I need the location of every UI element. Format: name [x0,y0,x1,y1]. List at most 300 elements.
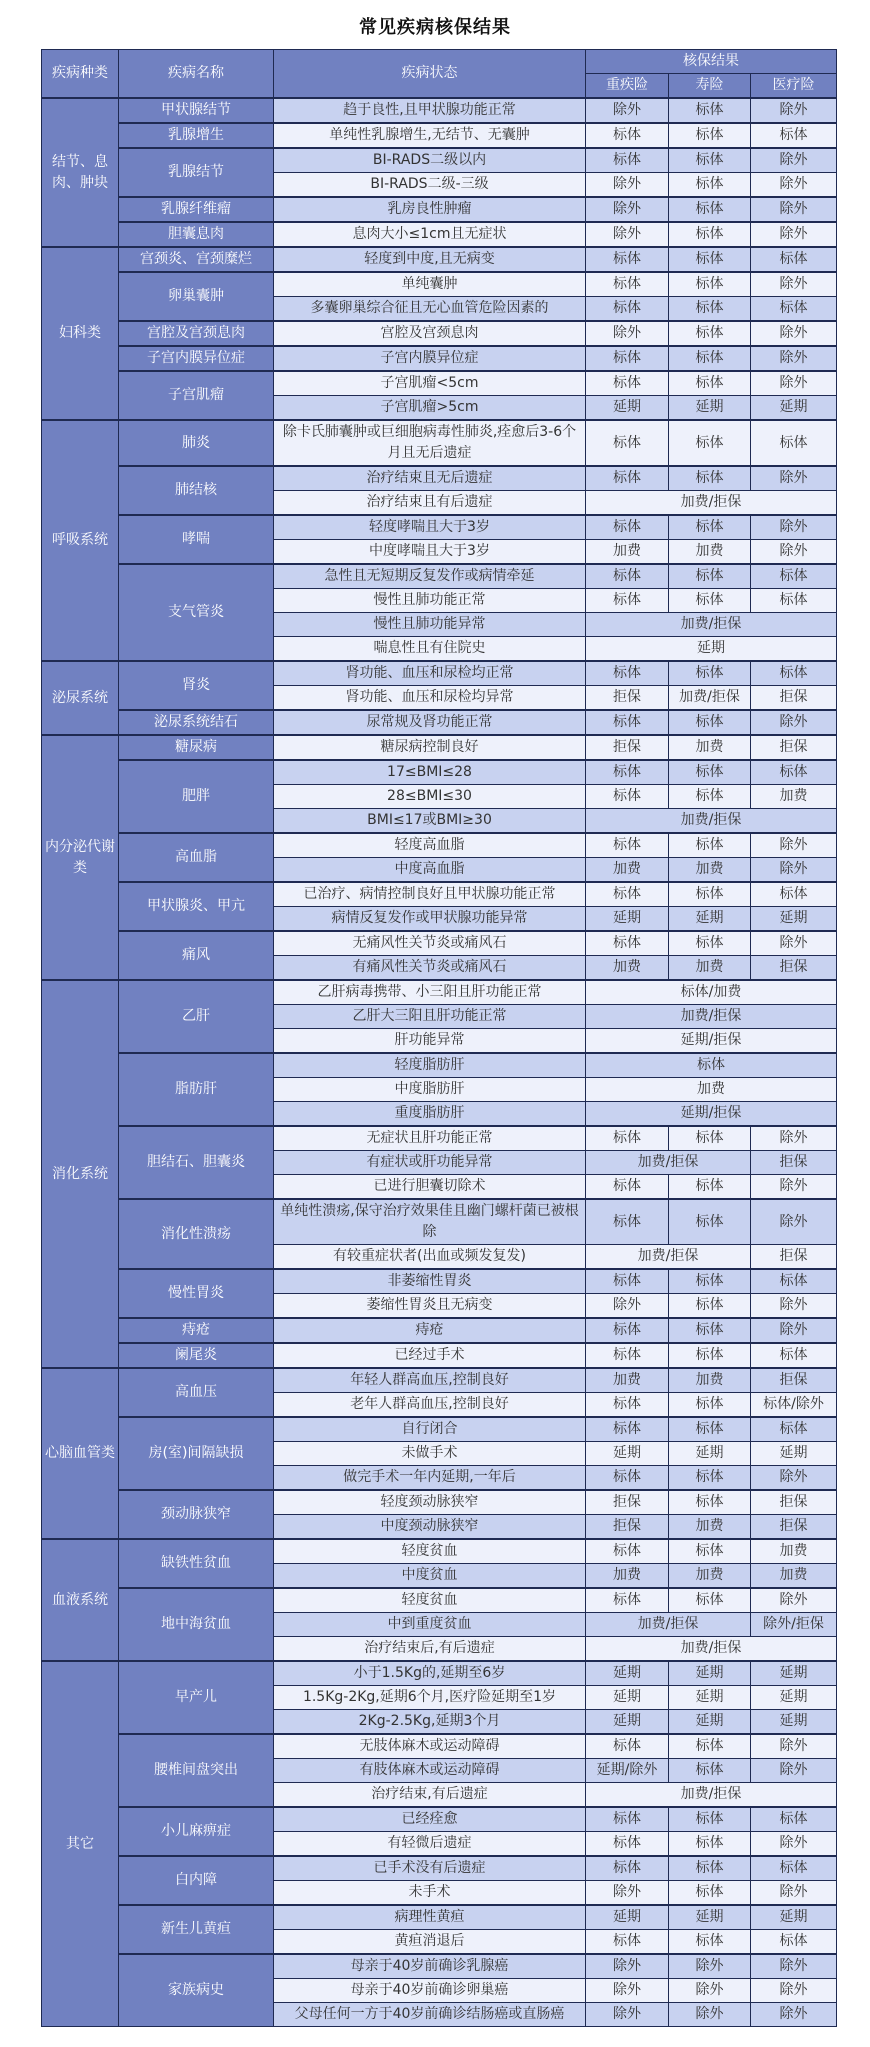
result-cell: 标体 [669,1588,751,1613]
result-cell: 标体 [669,1881,751,1906]
result-cell: 标体 [586,148,669,173]
status-cell: 子宫内膜异位症 [274,346,586,371]
table-row [42,931,837,956]
status-cell: 中到重度贫血 [274,1613,586,1637]
status-cell: 肾功能、血压和尿检均正常 [274,661,586,686]
result-cell: 标体 [586,466,669,491]
result-cell: 标体 [586,710,669,735]
status-cell: 子宫肌瘤<5cm [274,371,586,396]
table-row [42,1490,837,1515]
result-cell: 除外 [751,98,837,123]
disease-name-cell: 肥胖 [119,760,274,833]
status-cell: 老年人群高血压,控制良好 [274,1393,586,1418]
header-disease: 疾病名称 [119,50,274,99]
status-cell: 息肉大小≤1cm且无症状 [274,222,586,247]
result-cell: 标体 [669,1175,751,1200]
result-cell: 加费 [669,540,751,565]
status-cell: 急性且无短期反复发作或病情牵延 [274,564,586,589]
table-row [42,980,837,1005]
table-row [42,321,837,346]
status-cell: 无症状且肝功能正常 [274,1126,586,1151]
result-cell: 加费 [669,735,751,760]
result-cell: 标体 [669,148,751,173]
result-cell: 延期 [751,1710,837,1735]
result-cell: 标体 [669,371,751,396]
status-cell: 无痛风性关节炎或痛风石 [274,931,586,956]
result-cell: 延期 [751,907,837,932]
result-cell: 除外 [751,466,837,491]
status-cell: 中度贫血 [274,1564,586,1589]
disease-name-cell: 子宫肌瘤 [119,371,274,420]
result-cell: 加费 [751,785,837,809]
status-cell: 小于1.5Kg的,延期至6岁 [274,1661,586,1686]
result-cell: 除外 [751,1318,837,1343]
status-cell: 未做手术 [274,1442,586,1466]
status-cell: 慢性且肺功能异常 [274,613,586,637]
table-row [42,1199,837,1245]
result-cell: 标体 [751,1930,837,1955]
status-cell: 轻度贫血 [274,1539,586,1564]
result-cell: 标体 [586,1734,669,1759]
result-cell: 加费 [586,858,669,883]
disease-name-cell: 卵巢囊肿 [119,272,274,321]
result-cell: 标体 [751,297,837,322]
result-cell: 标体 [669,1490,751,1515]
table-row [42,661,837,686]
result-cell: 除外 [751,346,837,371]
table-row [42,148,837,173]
status-cell: BI-RADS二级以内 [274,148,586,173]
result-cell: 除外 [751,540,837,565]
status-cell: 母亲于40岁前确诊卵巢癌 [274,1979,586,2003]
result-cell: 延期 [586,1686,669,1710]
result-cell: 延期 [669,1905,751,1930]
result-cell: 标体 [751,760,837,785]
result-cell: 拒保 [751,735,837,760]
result-cell: 延期/除外 [586,1759,669,1783]
result-cell: 标体 [751,123,837,148]
result-cell: 延期 [751,1661,837,1686]
result-cell: 拒保 [586,686,669,711]
table-row [42,1661,837,1686]
disease-name-cell: 小儿麻痹症 [119,1807,274,1856]
result-cell: 标体 [669,1759,751,1783]
disease-name-cell: 慢性胃炎 [119,1269,274,1318]
category-cell: 其它 [42,1661,119,2027]
disease-name-cell: 支气管炎 [119,564,274,661]
result-cell: 标体 [586,420,669,466]
result-cell: 延期 [586,1442,669,1466]
header-life: 寿险 [669,74,751,99]
status-cell: 乙肝大三阳且肝功能正常 [274,1005,586,1029]
status-cell: 轻度颈动脉狭窄 [274,1490,586,1515]
result-cell: 拒保 [751,1368,837,1393]
result-cell: 除外 [751,1881,837,1906]
result-cell: 延期 [751,396,837,421]
table-row [42,1539,837,1564]
disease-name-cell: 泌尿系统结石 [119,710,274,735]
result-cell: 延期 [586,1710,669,1735]
result-cell: 标体 [586,1832,669,1857]
result-cell: 标体 [586,785,669,809]
result-cell: 标体 [751,589,837,613]
disease-name-cell: 乳腺结节 [119,148,274,197]
result-cell: 标体 [669,98,751,123]
status-cell: 已手术没有后遗症 [274,1856,586,1881]
status-cell: 单纯性乳腺增生,无结节、无囊肿 [274,123,586,148]
result-cell: 加费 [669,956,751,981]
disease-name-cell: 腰椎间盘突出 [119,1734,274,1807]
result-cell: 标体 [586,247,669,272]
category-cell: 妇科类 [42,247,119,420]
status-cell: 已经过手术 [274,1343,586,1368]
header-category: 疾病种类 [42,50,119,99]
result-cell: 标体 [669,1343,751,1368]
result-cell: 标体 [586,1393,669,1418]
result-cell: 除外 [751,272,837,297]
status-cell: BI-RADS二级-三级 [274,173,586,198]
result-cell: 标体 [751,882,837,907]
table-row [42,1588,837,1613]
result-cell: 标体 [586,1807,669,1832]
result-cell: 标体 [669,833,751,858]
disease-name-cell: 乳腺纤维瘤 [119,197,274,222]
result-cell: 标体 [586,1930,669,1955]
status-cell: 非萎缩性胃炎 [274,1269,586,1294]
disease-name-cell: 高血压 [119,1368,274,1417]
result-cell: 拒保 [751,1515,837,1540]
result-cell: 标体 [669,466,751,491]
result-cell: 标体 [669,297,751,322]
status-cell: 轻度到中度,且无病变 [274,247,586,272]
result-cell: 加费/拒保 [586,809,837,834]
status-cell: 治疗结束且无后遗症 [274,466,586,491]
table-row [42,420,837,466]
result-cell: 标体/除外 [751,1393,837,1418]
result-cell: 标体 [751,661,837,686]
result-cell: 标体 [586,882,669,907]
status-cell: 轻度哮喘且大于3岁 [274,515,586,540]
result-cell: 加费/拒保 [586,1005,837,1029]
status-cell: 治疗结束且有后遗症 [274,491,586,516]
result-cell: 标体 [669,760,751,785]
result-cell: 标体/加费 [586,980,837,1005]
result-cell: 加费/拒保 [669,686,751,711]
result-cell: 拒保 [751,686,837,711]
result-cell: 除外 [586,197,669,222]
result-cell: 标体 [669,1417,751,1442]
result-cell: 标体 [586,123,669,148]
status-cell: 单纯囊肿 [274,272,586,297]
status-cell: 无肢体麻木或运动障碍 [274,1734,586,1759]
result-cell: 除外 [751,173,837,198]
result-cell: 除外 [751,1199,837,1245]
result-cell: 标体 [669,1318,751,1343]
result-cell: 拒保 [586,1515,669,1540]
result-cell: 除外 [586,1979,669,2003]
result-cell: 标体 [669,272,751,297]
result-cell: 加费 [586,956,669,981]
result-cell: 标体 [669,1807,751,1832]
table-row [42,1318,837,1343]
disease-name-cell: 缺铁性贫血 [119,1539,274,1588]
result-cell: 加费/拒保 [586,1613,751,1637]
result-cell: 标体 [669,1734,751,1759]
result-cell: 标体 [669,1199,751,1245]
result-cell: 标体 [669,589,751,613]
disease-name-cell: 家族病史 [119,1954,274,2027]
result-cell: 延期 [586,1661,669,1686]
table-row [42,123,837,148]
result-cell: 标体 [586,1588,669,1613]
result-cell: 延期 [669,1442,751,1466]
result-cell: 除外 [586,321,669,346]
result-cell: 标体 [669,661,751,686]
table-body [42,98,837,2027]
status-cell: 已经痊愈 [274,1807,586,1832]
disease-name-cell: 乙肝 [119,980,274,1053]
status-cell: 2Kg-2.5Kg,延期3个月 [274,1710,586,1735]
result-cell: 标体 [669,1466,751,1491]
status-cell: 17≤BMI≤28 [274,760,586,785]
disease-name-cell: 肺结核 [119,466,274,515]
result-cell: 除外 [586,98,669,123]
table-row [42,222,837,247]
status-cell: 中度脂肪肝 [274,1078,586,1102]
result-cell: 拒保 [751,1490,837,1515]
table-row [42,1126,837,1151]
category-cell: 心脑血管类 [42,1368,119,1539]
status-cell: 治疗结束,有后遗症 [274,1783,586,1808]
header-critical-illness: 重疾险 [586,74,669,99]
result-cell: 拒保 [751,1151,837,1175]
result-cell: 标体 [751,420,837,466]
result-cell: 延期 [586,637,837,662]
result-cell: 标体 [586,1199,669,1245]
result-cell: 标体 [669,1539,751,1564]
result-cell: 标体 [751,1807,837,1832]
result-cell: 标体 [669,710,751,735]
result-cell: 标体 [586,1856,669,1881]
result-cell: 除外 [586,2003,669,2027]
disease-name-cell: 痔疮 [119,1318,274,1343]
result-cell: 延期 [751,1905,837,1930]
status-cell: 糖尿病控制良好 [274,735,586,760]
result-cell: 标体 [669,931,751,956]
result-cell: 除外 [751,1979,837,2003]
status-cell: 乳房良性肿瘤 [274,197,586,222]
status-cell: 喘息性且有住院史 [274,637,586,662]
result-cell: 除外 [669,1954,751,1979]
disease-name-cell: 胆结石、胆囊炎 [119,1126,274,1199]
disease-name-cell: 肾炎 [119,661,274,710]
status-cell: 有较重症状者(出血或频发复发) [274,1245,586,1270]
result-cell: 标体 [669,1126,751,1151]
result-cell: 延期/拒保 [586,1029,837,1054]
result-cell: 加费 [586,540,669,565]
result-cell: 除外 [751,833,837,858]
disease-name-cell: 宫腔及宫颈息肉 [119,321,274,346]
result-cell: 除外 [751,1734,837,1759]
result-cell: 标体 [751,247,837,272]
result-cell: 延期 [669,1686,751,1710]
status-cell: 病情反复发作或甲状腺功能异常 [274,907,586,932]
table-row [42,833,837,858]
disease-name-cell: 房(室)间隔缺损 [119,1417,274,1490]
table-row [42,1807,837,1832]
result-cell: 标体 [669,420,751,466]
header-row-1 [42,50,837,74]
result-cell: 标体 [586,297,669,322]
result-cell: 除外 [751,1759,837,1783]
result-cell: 除外 [751,858,837,883]
table-row [42,247,837,272]
result-cell: 标体 [586,661,669,686]
table-row [42,1905,837,1930]
disease-name-cell: 早产儿 [119,1661,274,1734]
result-cell: 标体 [669,1856,751,1881]
result-cell: 除外 [751,371,837,396]
result-cell: 加费 [751,1564,837,1589]
disease-name-cell: 高血脂 [119,833,274,882]
result-cell: 标体 [669,1294,751,1319]
table-row [42,371,837,396]
result-cell: 加费/拒保 [586,491,837,516]
status-cell: 萎缩性胃炎且无病变 [274,1294,586,1319]
table-row [42,760,837,785]
table-row [42,1343,837,1368]
result-cell: 标体 [586,272,669,297]
result-cell: 标体 [586,833,669,858]
result-cell: 标体 [586,1539,669,1564]
disease-name-cell: 甲状腺结节 [119,98,274,123]
result-cell: 延期 [586,1905,669,1930]
result-cell: 除外 [669,2003,751,2027]
result-cell: 除外 [586,222,669,247]
result-cell: 除外 [586,1881,669,1906]
result-cell: 除外 [586,1294,669,1319]
result-cell: 标体 [751,1417,837,1442]
result-cell: 延期 [669,396,751,421]
result-cell: 除外 [751,1175,837,1200]
disease-name-cell: 甲状腺炎、甲亢 [119,882,274,931]
result-cell: 加费 [669,1515,751,1540]
result-cell: 加费 [669,1368,751,1393]
disease-name-cell: 痛风 [119,931,274,980]
result-cell: 加费 [669,1564,751,1589]
result-cell: 加费/拒保 [586,1783,837,1808]
status-cell: 母亲于40岁前确诊乳腺癌 [274,1954,586,1979]
result-cell: 拒保 [586,1490,669,1515]
result-cell: 标体 [669,564,751,589]
status-cell: 尿常规及肾功能正常 [274,710,586,735]
table-row [42,1954,837,1979]
table-row [42,1856,837,1881]
result-cell: 除外 [751,1126,837,1151]
result-cell: 除外 [751,1954,837,1979]
status-cell: 病理性黄疸 [274,1905,586,1930]
status-cell: 28≤BMI≤30 [274,785,586,809]
result-cell: 标体 [669,1832,751,1857]
status-cell: 趋于良性,且甲状腺功能正常 [274,98,586,123]
result-cell: 标体 [669,197,751,222]
result-cell: 标体 [751,1343,837,1368]
result-cell: 除外 [751,710,837,735]
result-cell: 除外/拒保 [751,1613,837,1637]
status-cell: 已进行胆囊切除术 [274,1175,586,1200]
result-cell: 标体 [586,1318,669,1343]
result-cell: 延期 [586,907,669,932]
result-cell: 除外 [751,222,837,247]
result-cell: 延期/拒保 [586,1102,837,1127]
result-cell: 标体 [586,589,669,613]
result-cell: 除外 [751,321,837,346]
result-cell: 标体 [669,173,751,198]
disease-name-cell: 胆囊息肉 [119,222,274,247]
status-cell: 慢性且肺功能正常 [274,589,586,613]
status-cell: 有肢体麻木或运动障碍 [274,1759,586,1783]
status-cell: BMI≤17或BMI≥30 [274,809,586,834]
status-cell: 轻度脂肪肝 [274,1053,586,1078]
status-cell: 1.5Kg-2Kg,延期6个月,医疗险延期至1岁 [274,1686,586,1710]
result-cell: 标体 [586,931,669,956]
result-cell: 除外 [751,1294,837,1319]
result-cell: 除外 [586,173,669,198]
disease-name-cell: 子宫内膜异位症 [119,346,274,371]
disease-name-cell: 脂肪肝 [119,1053,274,1126]
result-cell: 标体 [586,760,669,785]
disease-name-cell: 哮喘 [119,515,274,564]
result-cell: 除外 [586,1954,669,1979]
disease-name-cell: 白内障 [119,1856,274,1905]
result-cell: 标体 [669,882,751,907]
status-cell: 子宫肌瘤>5cm [274,396,586,421]
category-cell: 结节、息肉、肿块 [42,98,119,247]
result-cell: 标体 [669,222,751,247]
status-cell: 未手术 [274,1881,586,1906]
disease-name-cell: 乳腺增生 [119,123,274,148]
result-cell: 除外 [751,1832,837,1857]
status-cell: 重度脂肪肝 [274,1102,586,1127]
result-cell: 除外 [751,148,837,173]
disease-name-cell: 宫颈炎、宫颈糜烂 [119,247,274,272]
table-row [42,197,837,222]
result-cell: 加费 [751,1539,837,1564]
status-cell: 年轻人群高血压,控制良好 [274,1368,586,1393]
table-row [42,515,837,540]
result-cell: 延期 [669,1710,751,1735]
result-cell: 除外 [751,2003,837,2027]
result-cell: 加费 [669,858,751,883]
status-cell: 做完手术一年内延期,一年后 [274,1466,586,1491]
result-cell: 标体 [669,1269,751,1294]
result-cell: 标体 [751,1856,837,1881]
result-cell: 加费 [586,1078,837,1102]
result-cell: 除外 [751,1588,837,1613]
status-cell: 除卡氏肺囊肿或巨细胞病毒性肺炎,痊愈后3-6个月且无后遗症 [274,420,586,466]
table-row [42,1368,837,1393]
result-cell: 加费 [586,1564,669,1589]
category-cell: 呼吸系统 [42,420,119,661]
result-cell: 拒保 [751,956,837,981]
status-cell: 父母任何一方于40岁前确诊结肠癌或直肠癌 [274,2003,586,2027]
table-row [42,1417,837,1442]
status-cell: 轻度贫血 [274,1588,586,1613]
result-cell: 标体 [586,1175,669,1200]
result-cell: 标体 [586,515,669,540]
result-cell: 标体 [669,247,751,272]
result-cell: 标体 [669,123,751,148]
